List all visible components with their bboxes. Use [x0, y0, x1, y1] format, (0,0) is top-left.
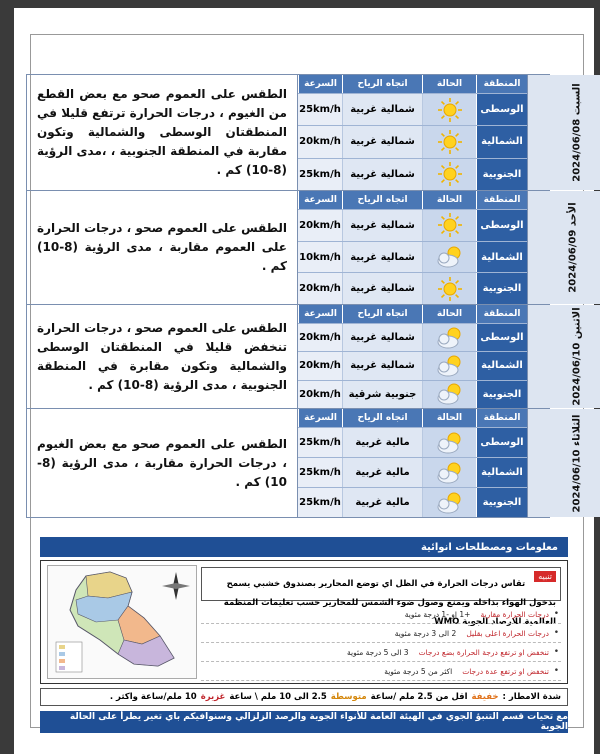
wind-direction: شمالية غربية: [342, 159, 422, 190]
wind-speed: 25km/h: [298, 488, 342, 517]
wind-speed: 25km/h: [298, 458, 342, 487]
partly-cloudy-icon: [422, 352, 476, 379]
wind-direction: شمالية غربية: [342, 126, 422, 157]
header-wind: اتجاه الرياح: [342, 409, 422, 427]
rain-light-desc: اقل من 2.5 ملم /ساعة: [370, 692, 468, 702]
terms-section: [40, 560, 568, 684]
partly-cloudy-icon: [422, 242, 476, 273]
date-label: السبت 2024/06/08: [571, 83, 583, 182]
rain-light: خفيفة: [471, 692, 499, 702]
day-block: [26, 304, 583, 408]
rain-label: شدة الامطار :: [502, 692, 561, 702]
date-label: الاثنين 2024/06/10: [571, 307, 583, 406]
legend-desc: +1 او -1 درجة مئوية: [404, 609, 471, 619]
table-row: [298, 380, 527, 408]
header-state: الحالة: [422, 409, 476, 427]
wind-speed: 20km/h: [298, 126, 342, 157]
day-block: [26, 74, 583, 190]
table-header: [298, 75, 527, 93]
wind-direction: مالية غربية: [342, 458, 422, 487]
wind-speed: 25km/h: [298, 159, 342, 190]
header-speed: السرعة: [298, 191, 342, 209]
table-row: [298, 351, 527, 379]
header-speed: السرعة: [298, 75, 342, 93]
wind-direction: شمالية غربية: [342, 273, 422, 304]
day-date: [527, 305, 600, 408]
day-summary: [27, 409, 298, 517]
region-name: الجنوبية: [476, 159, 527, 190]
region-name: الوسطى: [476, 210, 527, 241]
region-name: الجنوبية: [476, 381, 527, 408]
table-row: [298, 487, 527, 517]
table-row: [298, 158, 527, 190]
wind-speed: 20km/h: [298, 381, 342, 408]
legend-item: [201, 662, 561, 681]
legend-desc: 3 الى 5 درجة مئوية: [346, 647, 409, 657]
wind-speed: 25km/h: [298, 428, 342, 457]
legend-item: [201, 624, 561, 643]
legend-item: [201, 643, 561, 662]
legend-term: • درجات الحرارة اعلى بقليل: [466, 628, 549, 638]
header-state: الحالة: [422, 75, 476, 93]
header-speed: السرعة: [298, 305, 342, 323]
region-name: الشمالية: [476, 352, 527, 379]
region-name: الوسطى: [476, 324, 527, 351]
wind-direction: شمالية غربية: [342, 324, 422, 351]
temperature-legend: [201, 605, 561, 681]
footer-banner: مع تحيات قسم التنبؤ الجوي في الهيئة العامة للأنواء الجوية والرصد الزلزالي وسنوافيكم باي تغير يطرأ على الحالة الجوية: [40, 711, 568, 733]
sun-icon: [422, 94, 476, 125]
header-speed: السرعة: [298, 409, 342, 427]
rain-heavy-desc: 10 ملم/ساعة واكثر .: [109, 692, 197, 702]
map-graphic: [48, 566, 198, 680]
day-summary: [27, 75, 298, 190]
header-state: الحالة: [422, 305, 476, 323]
compass-rose-icon: [162, 572, 190, 600]
header-region: المنطقة: [476, 191, 527, 209]
header-state: الحالة: [422, 191, 476, 209]
region-name: الجنوبية: [476, 488, 527, 517]
table-row: [298, 93, 527, 125]
wind-speed: 20km/h: [298, 210, 342, 241]
table-row: [298, 323, 527, 351]
header-wind: اتجاه الرياح: [342, 75, 422, 93]
day-grid: [298, 409, 527, 517]
legend-item: [201, 605, 561, 624]
partly-cloudy-icon: [422, 488, 476, 517]
wind-direction: شمالية غربية: [342, 94, 422, 125]
partly-cloudy-icon: [422, 428, 476, 457]
table-row: [298, 272, 527, 304]
wind-direction: جنوبية شرقية: [342, 381, 422, 408]
legend-term: • تنخفض او ترتفع درجة الحرارة بضع درجات: [418, 647, 549, 657]
table-row: [298, 125, 527, 157]
day-block: [26, 408, 583, 518]
sun-icon: [422, 126, 476, 157]
legend-desc: اكثر من 5 درجة مئوية: [384, 666, 453, 676]
region-name: الوسطى: [476, 428, 527, 457]
wind-speed: 10km/h: [298, 242, 342, 273]
wind-direction: مالية غربية: [342, 428, 422, 457]
legend-term: • درجات الحرارة مقاربة: [480, 609, 549, 619]
partly-cloudy-icon: [422, 381, 476, 408]
sun-icon: [422, 159, 476, 190]
rain-moderate: متوسطة: [330, 692, 367, 702]
table-row: [298, 241, 527, 273]
notice-tag: تنبيه: [534, 571, 556, 582]
date-label: الثلاثاء 2024/06/10: [571, 414, 583, 512]
partly-cloudy-icon: [422, 458, 476, 487]
wind-direction: مالية غربية: [342, 488, 422, 517]
terms-title: معلومات ومصطلحات انوائية: [40, 537, 568, 557]
sun-icon: [422, 273, 476, 304]
region-name: الشمالية: [476, 242, 527, 273]
day-date: [527, 191, 600, 304]
wind-speed: 20km/h: [298, 352, 342, 379]
iraq-regions-map: [47, 565, 197, 679]
summary-text: الطقس على العموم صحو مع بعض القطع من الغيوم ، درجات الحرارة ترتفع قليلا في المنطقتان الوسطى والشمالية وتكون مقاربة في المنطقة الجنوبية ، ،مدى الرؤية (8-10) كم .: [37, 87, 287, 177]
legend-term: • تنخفض او ترتفع عدة درجات: [462, 666, 549, 676]
table-header: [298, 305, 527, 323]
day-summary: [27, 191, 298, 304]
table-row: [298, 457, 527, 487]
region-name: الوسطى: [476, 94, 527, 125]
rain-heavy: غزيرة: [200, 692, 226, 702]
rain-intensity-bar: [40, 688, 568, 706]
table-header: [298, 409, 527, 427]
wind-speed: 20km/h: [298, 273, 342, 304]
wind-speed: 20km/h: [298, 324, 342, 351]
header-wind: اتجاه الرياح: [342, 305, 422, 323]
partly-cloudy-icon: [422, 324, 476, 351]
date-label: الأحد 2024/06/09: [567, 202, 579, 293]
region-name: الشمالية: [476, 458, 527, 487]
day-date: [527, 75, 600, 190]
wind-direction: شمالية غربية: [342, 242, 422, 273]
day-grid: [298, 191, 527, 304]
rain-moderate-desc: 2.5 الى 10 ملم \ ساعة: [229, 692, 327, 702]
wind-direction: شمالية غربية: [342, 352, 422, 379]
header-region: المنطقة: [476, 305, 527, 323]
summary-text: الطقس على العموم صحو مع بعض الغيوم ، درجات الحرارة مقاربة ، مدى الرؤية (8-10) كم .: [37, 436, 287, 489]
day-block: [26, 190, 579, 304]
day-grid: [298, 305, 527, 408]
wind-speed: 25km/h: [298, 94, 342, 125]
legend-desc: 2 الى 3 درجة مئوية: [394, 628, 457, 638]
summary-text: الطقس على العموم صحو ، درجات الحرارة على العموم مقاربة ، مدى الرؤية (8-10) كم .: [37, 221, 287, 273]
summary-text: الطقس على العموم صحو ، درجات الحرارة تنخفض قليلا في المنطقتان الوسطى والشمالية وتكون مقابرة في المنطقة الجنوبية ، مدى الرؤية (8-10) كم .: [37, 320, 287, 392]
notice-text: تقاس درجات الحرارة في الظل اي توضع المحارير بصندوق خشبي يسمح بدخول الهواء بداخله ويمنع وصول ضوء الشمس للمحارير حسب تعليمات المنظمة العالمية للارصاد الجوية WMO: [223, 579, 556, 627]
day-grid: [298, 75, 527, 190]
wind-direction: شمالية غربية: [342, 210, 422, 241]
header-region: المنطقة: [476, 409, 527, 427]
table-header: [298, 191, 527, 209]
forecast-table: [26, 74, 583, 518]
day-summary: [27, 305, 298, 408]
region-name: الجنوبية: [476, 273, 527, 304]
table-row: [298, 209, 527, 241]
day-date: [527, 409, 600, 517]
region-name: الشمالية: [476, 126, 527, 157]
sun-icon: [422, 210, 476, 241]
header-region: المنطقة: [476, 75, 527, 93]
table-row: [298, 427, 527, 457]
header-wind: اتجاه الرياح: [342, 191, 422, 209]
